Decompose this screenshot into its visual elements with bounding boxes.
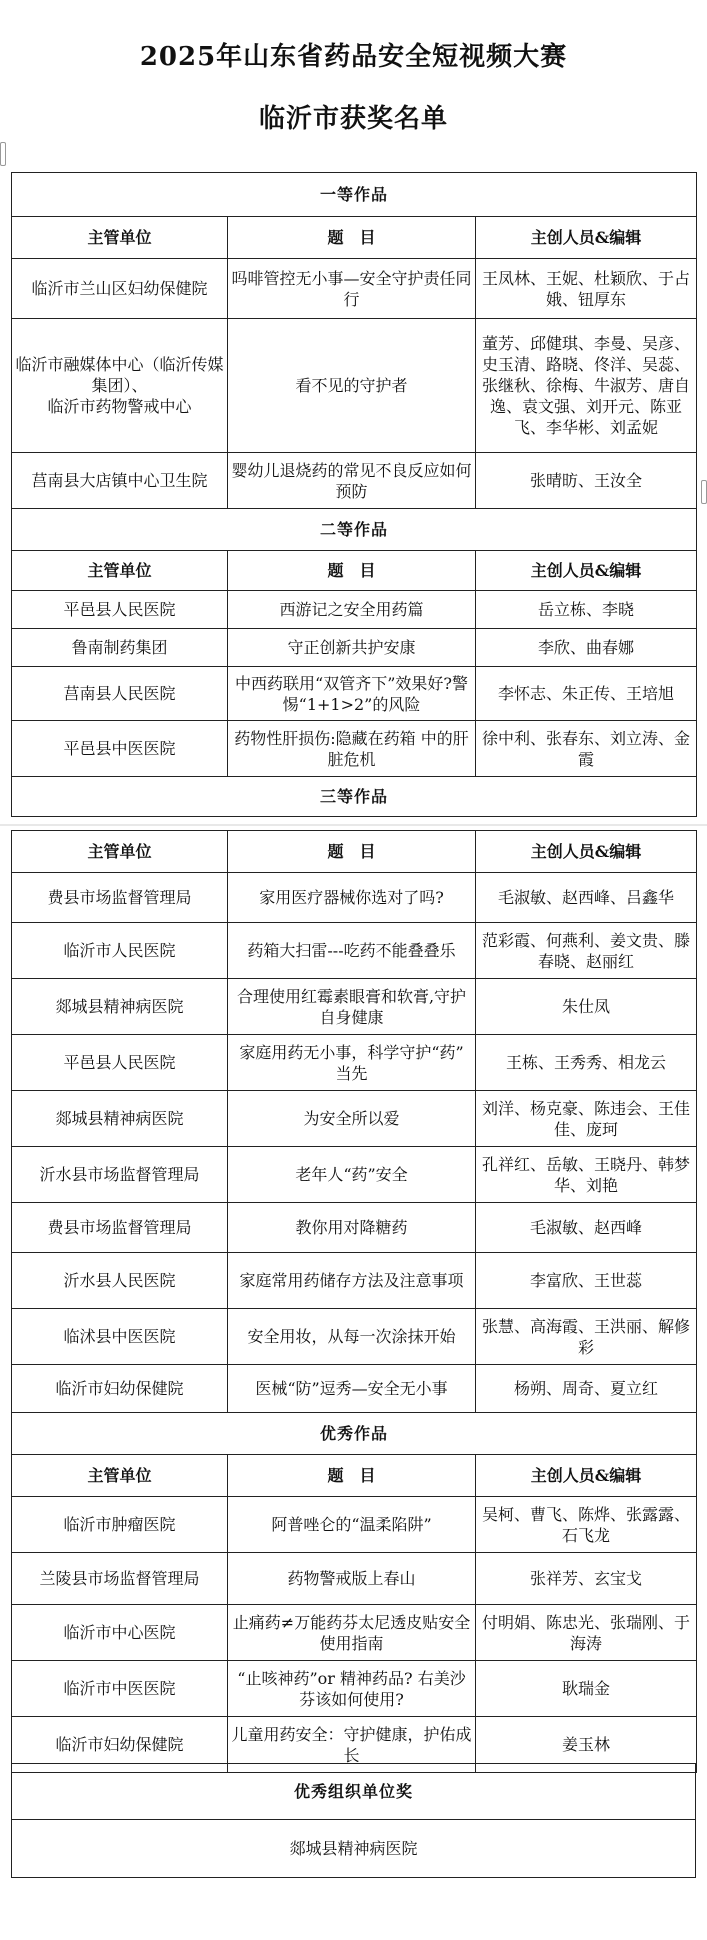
cell-title: 药物警戒版上春山 xyxy=(228,1553,476,1605)
cell-creators: 毛淑敏、赵西峰、吕鑫华 xyxy=(476,873,697,923)
cell-title: 守正创新共护安康 xyxy=(228,629,476,667)
header-unit: 主管单位 xyxy=(12,831,228,873)
cell-title: 医械“防”逗秀—安全无小事 xyxy=(228,1365,476,1413)
cell-title: 合理使用红霉素眼膏和软膏,守护自身健康 xyxy=(228,979,476,1035)
cell-creators: 董芳、邱健琪、李曼、吴彦、史玉清、路晓、佟洋、吴蕊、张继秋、徐梅、牛淑芳、唐自逸、袁文强、刘开元、陈亚飞、李华彬、刘孟妮 xyxy=(476,319,697,453)
cell-creators: 孔祥红、岳敏、王晓丹、韩梦华、刘艳 xyxy=(476,1147,697,1203)
cell-creators: 李欣、曲春娜 xyxy=(476,629,697,667)
cell-title: 吗啡管控无小事—安全守护责任同行 xyxy=(228,259,476,319)
org-award-table xyxy=(11,1763,696,1878)
section-second-prize: 二等作品 xyxy=(12,509,697,551)
cell-title: 家庭常用药储存方法及注意事项 xyxy=(228,1253,476,1309)
org-award-value: 郯城县精神病医院 xyxy=(12,1820,696,1878)
table-row xyxy=(12,1147,697,1203)
cell-title: “止咳神药”or 精神药品? 右美沙芬该如何使用? xyxy=(228,1661,476,1717)
header-creators: 主创人员&编辑 xyxy=(476,1455,697,1497)
cell-unit: 临沂市妇幼保健院 xyxy=(12,1717,228,1773)
cell-unit: 临沂市肿瘤医院 xyxy=(12,1497,228,1553)
org-award-label: 优秀组织单位奖 xyxy=(12,1764,696,1820)
cell-creators: 范彩霞、何燕利、姜文贵、滕春晓、赵丽红 xyxy=(476,923,697,979)
cell-unit: 平邑县人民医院 xyxy=(12,591,228,629)
table-row xyxy=(12,453,697,509)
page-edge-marker xyxy=(701,480,707,504)
section-excellent: 优秀作品 xyxy=(12,1413,697,1455)
cell-unit: 平邑县中医医院 xyxy=(12,721,228,777)
cell-unit: 沂水县市场监督管理局 xyxy=(12,1147,228,1203)
section-first-prize: 一等作品 xyxy=(12,173,697,217)
cell-title: 安全用妆，从每一次涂抹开始 xyxy=(228,1309,476,1365)
cell-creators: 吴柯、曹飞、陈烨、张露露、石飞龙 xyxy=(476,1497,697,1553)
page-edge-marker xyxy=(0,142,6,166)
table-row xyxy=(12,1365,697,1413)
header-creators: 主创人员&编辑 xyxy=(476,831,697,873)
cell-unit: 费县市场监督管理局 xyxy=(12,1203,228,1253)
cell-title: 老年人“药”安全 xyxy=(228,1147,476,1203)
table-row xyxy=(12,979,697,1035)
table-row xyxy=(12,1035,697,1091)
cell-title: 儿童用药安全：守护健康，护佑成长 xyxy=(228,1717,476,1773)
cell-unit: 临沂市人民医院 xyxy=(12,923,228,979)
table-row xyxy=(12,1091,697,1147)
cell-unit: 郯城县精神病医院 xyxy=(12,1091,228,1147)
cell-creators: 李富欣、王世蕊 xyxy=(476,1253,697,1309)
table-row xyxy=(12,1553,697,1605)
page-title: 2025年山东省药品安全短视频大赛 xyxy=(139,42,568,72)
cell-creators: 王栋、王秀秀、相龙云 xyxy=(476,1035,697,1091)
cell-unit: 鲁南制药集团 xyxy=(12,629,228,667)
cell-title: 止痛药≠万能药芬太尼透皮贴安全使用指南 xyxy=(228,1605,476,1661)
table-row xyxy=(12,591,697,629)
cell-title: 看不见的守护者 xyxy=(228,319,476,453)
cell-creators: 耿瑞金 xyxy=(476,1661,697,1717)
table-row xyxy=(12,259,697,319)
table-row xyxy=(12,1203,697,1253)
cell-title: 家庭用药无小事，科学守护“药” 当先 xyxy=(228,1035,476,1091)
table-row xyxy=(12,667,697,721)
cell-creators: 岳立栋、李晓 xyxy=(476,591,697,629)
cell-title: 为安全所以爱 xyxy=(228,1091,476,1147)
cell-creators: 朱仕凤 xyxy=(476,979,697,1035)
header-unit: 主管单位 xyxy=(12,217,228,259)
table-row xyxy=(12,1605,697,1661)
page-subtitle: 临沂市获奖名单 xyxy=(258,104,448,134)
cell-creators: 毛淑敏、赵西峰 xyxy=(476,1203,697,1253)
header-creators: 主创人员&编辑 xyxy=(476,217,697,259)
cell-creators: 张慧、高海霞、王洪丽、解修彩 xyxy=(476,1309,697,1365)
cell-unit: 临沂市兰山区妇幼保健院 xyxy=(12,259,228,319)
table-row xyxy=(12,1497,697,1553)
cell-unit: 郯城县精神病医院 xyxy=(12,979,228,1035)
cell-title: 药物性肝损伤:隐藏在药箱 中的肝脏危机 xyxy=(228,721,476,777)
cell-unit: 兰陵县市场监督管理局 xyxy=(12,1553,228,1605)
cell-creators: 刘洋、杨克豪、陈违会、王佳佳、庞珂 xyxy=(476,1091,697,1147)
cell-unit: 平邑县人民医院 xyxy=(12,1035,228,1091)
cell-creators: 杨朔、周奇、夏立红 xyxy=(476,1365,697,1413)
cell-unit: 费县市场监督管理局 xyxy=(12,873,228,923)
cell-unit: 临沂市中医医院 xyxy=(12,1661,228,1717)
table-row xyxy=(12,319,697,453)
cell-title: 婴幼儿退烧药的常见不良反应如何预防 xyxy=(228,453,476,509)
header-title: 题 目 xyxy=(228,1455,476,1497)
table-row xyxy=(12,629,697,667)
cell-unit: 临沂市中心医院 xyxy=(12,1605,228,1661)
page-break xyxy=(0,824,707,826)
cell-creators: 徐中利、张春东、刘立涛、金霞 xyxy=(476,721,697,777)
table-row xyxy=(12,1661,697,1717)
cell-unit: 临沂市妇幼保健院 xyxy=(12,1365,228,1413)
cell-unit: 莒南县人民医院 xyxy=(12,667,228,721)
cell-creators: 王凤林、王妮、杜颖欣、于占娥、钮厚东 xyxy=(476,259,697,319)
header-unit: 主管单位 xyxy=(12,551,228,591)
table-row xyxy=(12,1253,697,1309)
table-row xyxy=(12,1309,697,1365)
cell-creators: 张祥芳、玄宝戈 xyxy=(476,1553,697,1605)
cell-unit: 沂水县人民医院 xyxy=(12,1253,228,1309)
table-row xyxy=(12,721,697,777)
header-creators: 主创人员&编辑 xyxy=(476,551,697,591)
cell-title: 中西药联用“双管齐下”效果好?警惕“1+1>2”的风险 xyxy=(228,667,476,721)
header-unit: 主管单位 xyxy=(12,1455,228,1497)
table-row xyxy=(12,873,697,923)
cell-creators: 付明娟、陈忠光、张瑞刚、于海涛 xyxy=(476,1605,697,1661)
awards-table-part2 xyxy=(11,830,697,1773)
cell-creators: 李怀志、朱正传、王培旭 xyxy=(476,667,697,721)
cell-title: 药箱大扫雷---吃药不能叠叠乐 xyxy=(228,923,476,979)
header-title: 题 目 xyxy=(228,831,476,873)
cell-title: 西游记之安全用药篇 xyxy=(228,591,476,629)
cell-unit: 莒南县大店镇中心卫生院 xyxy=(12,453,228,509)
header-title: 题 目 xyxy=(228,217,476,259)
cell-creators: 姜玉林 xyxy=(476,1717,697,1773)
cell-title: 家用医疗器械你选对了吗? xyxy=(228,873,476,923)
cell-title: 阿普唑仑的“温柔陷阱” xyxy=(228,1497,476,1553)
cell-title: 教你用对降糖药 xyxy=(228,1203,476,1253)
awards-table-part1 xyxy=(11,172,697,817)
cell-unit: 临沭县中医医院 xyxy=(12,1309,228,1365)
cell-creators: 张晴昉、王汝全 xyxy=(476,453,697,509)
cell-unit: 临沂市融媒体中心（临沂传媒集团）、 临沂市药物警戒中心 xyxy=(12,319,228,453)
section-third-prize: 三等作品 xyxy=(12,777,697,817)
table-row xyxy=(12,923,697,979)
header-title: 题 目 xyxy=(228,551,476,591)
